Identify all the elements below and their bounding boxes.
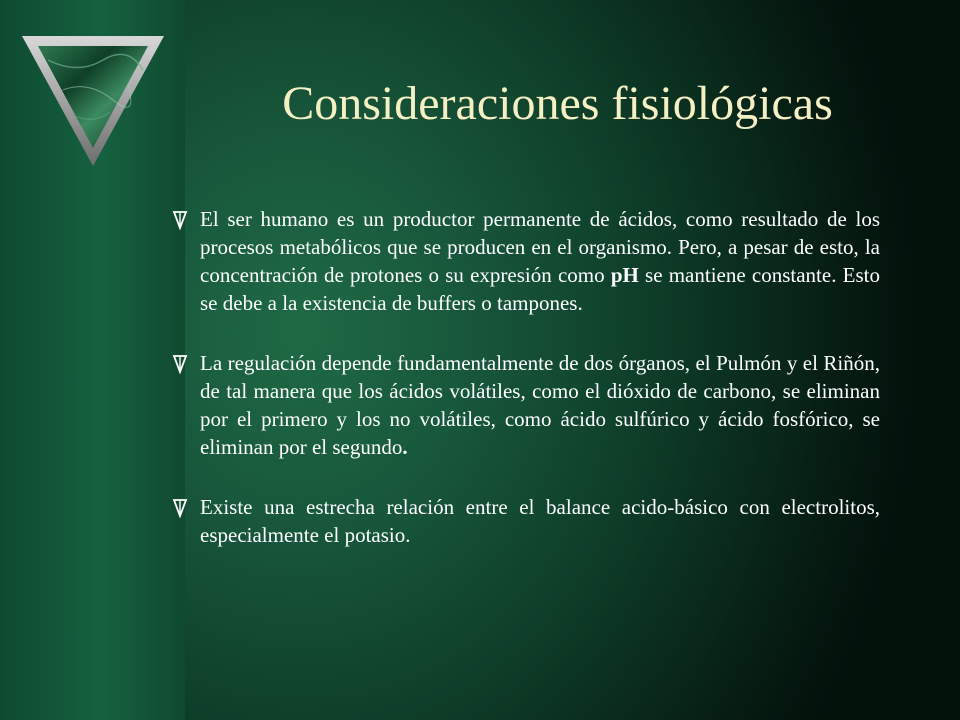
- marble-triangle-icon: [18, 30, 168, 170]
- bullet-text: Existe una estrecha relación entre el balance acido-básico con electrolitos, especialmente el potasio.: [200, 495, 880, 547]
- list-item: [160, 493, 880, 549]
- down-arrow-bullet-icon: [160, 205, 200, 230]
- bullet-bold: pH: [610, 263, 639, 287]
- list-item: [160, 349, 880, 461]
- bullet-text: La regulación depende fundamentalmente de dos órganos, el Pulmón y el Riñón, de tal manera que los ácidos volátiles, como el dióxido de carbono, se eliminan por el primero y los no volátiles, como ácido sulfúrico y ácido fosfórico, se eliminan por el segundo.: [200, 351, 880, 459]
- down-arrow-bullet-icon: [160, 493, 200, 518]
- slide-title: Consideraciones fisiológicas: [282, 77, 833, 130]
- down-arrow-bullet-icon: [160, 349, 200, 374]
- bullet-text: El ser humano es un productor permanente de ácidos, como resultado de los procesos metabólicos que se producen en el organismo. Pero, a pesar de esto, la concentración de protones o su expresión como pH se mantiene constante. Esto se debe a la existencia de buffers o tampones.: [200, 207, 880, 315]
- list-item: [160, 205, 880, 317]
- bullet-bold: .: [402, 435, 408, 459]
- bullet-list: [160, 205, 880, 581]
